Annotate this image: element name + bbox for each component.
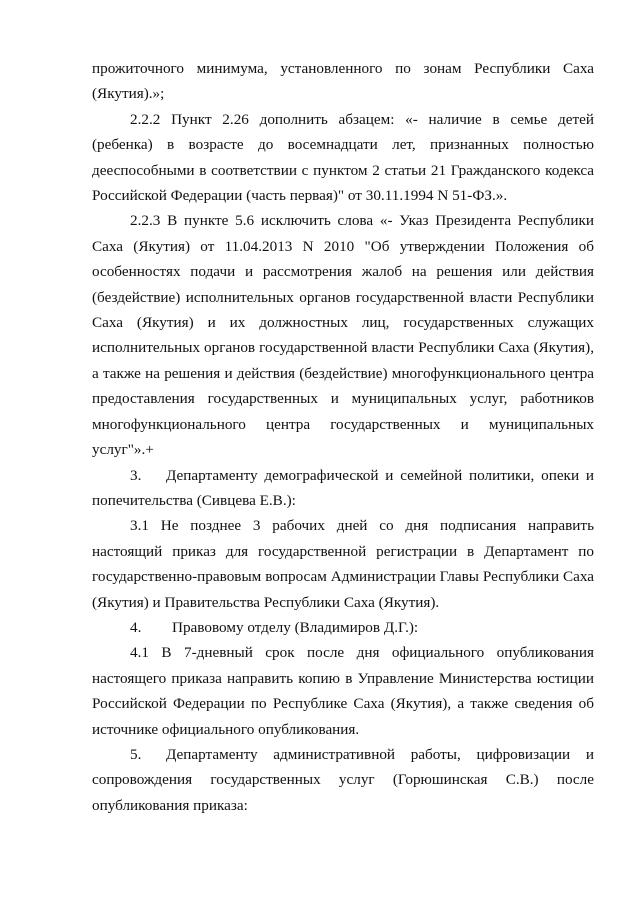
- paragraph-item-3: [92, 463, 594, 514]
- item-number: 3.: [130, 466, 142, 484]
- item-text: Правовому отделу (Владимиров Д.Г.):: [172, 618, 419, 636]
- paragraph-continuation: прожиточного минимума, установленного по зонам Республики Саха (Якутия).»;: [92, 60, 594, 103]
- item-text: Департаменту демографической и семейной политики, опеки и попечительства (Сивцева Е.В.):: [92, 466, 594, 509]
- paragraph-4-1: 4.1 В 7-дневный срок после дня официального опубликования настоящего приказа направить копию в Управление Министерства юстиции Российской Федерации по Республике Саха (Якутия), а также сведения об источнике официального опубликования.: [92, 644, 594, 738]
- paragraph-item-4: [92, 615, 594, 640]
- document-page: [92, 56, 594, 818]
- item-text: Департаменту административной работы, цифровизации и сопровождения государственных услуг (Горюшинская С.В.) после опубликования приказа:: [92, 745, 594, 814]
- paragraph-item-5: [92, 742, 594, 818]
- item-number: 5.: [130, 745, 142, 763]
- paragraph-3-1: 3.1 Не позднее 3 рабочих дней со дня подписания направить настоящий приказ для государственной регистрации в Департамент по государственно-правовым вопросам Администрации Главы Республики Саха (Якутия) и Правительства Республики Саха (Якутия).: [92, 517, 594, 611]
- paragraph-2-2-3: 2.2.3 В пункте 5.6 исключить слова «- Указ Президента Республики Саха (Якутия) от 11.04.2013 N 2010 "Об утверждении Положения об особенностях подачи и рассмотрения жалоб на решения или действия (бездействие) исполнительных органов государственной власти Республики Саха (Якутия) и их должностных лиц, государственных служащих исполнительных органов государственной власти Республики Саха (Якутия), а также на решения и действия (бездействие) многофункционального центра предоставления государственных и муниципальных услуг, работников многофункционального центра государственных и муниципальных услуг"».+: [92, 212, 594, 459]
- paragraph-2-2-2: 2.2.2 Пункт 2.26 дополнить абзацем: «- наличие в семье детей (ребенка) в возрасте до восемнадцати лет, признанных полностью дееспособными в соответствии с пунктом 2 статьи 21 Гражданского кодекса Российской Федерации (часть первая)" от 30.11.1994 N 51-ФЗ.».: [92, 110, 594, 205]
- item-number: 4.: [130, 618, 142, 636]
